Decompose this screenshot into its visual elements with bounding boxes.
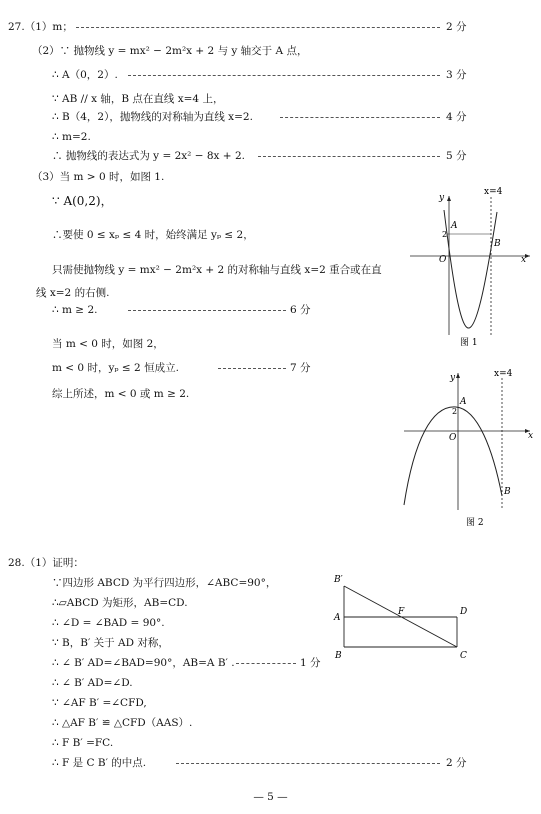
fig1-caption: 图 1	[460, 338, 478, 348]
fig1-point-B: B	[494, 239, 501, 249]
q27-part1: 27.（1）m；	[8, 21, 73, 33]
q28-line3: ∴▱ABCD 为矩形，AB=CD.	[52, 597, 188, 609]
fig28-point-B: B	[335, 651, 342, 661]
score-mark: 7 分	[290, 362, 311, 374]
fig1-origin: O	[439, 255, 447, 265]
score-mark: 2 分	[446, 21, 467, 33]
fig1-x-label: x	[521, 255, 527, 265]
score-mark: 1 分	[300, 657, 321, 669]
q28-line10: ∴ F B′ =FC.	[52, 737, 114, 749]
fig28-point-A: A	[334, 613, 341, 623]
fig28-point-F: F	[398, 607, 405, 617]
fig2-point-A: A	[460, 397, 467, 407]
fig1-y-label: y	[439, 193, 445, 203]
fig2-caption: 图 2	[466, 518, 484, 528]
q28-line6: ∴ ∠ B′ AD=∠BAD=90°，AB=A B′ .	[52, 657, 235, 669]
q27-p2-line5: ∴ m=2.	[52, 131, 91, 143]
score-mark: 3 分	[446, 69, 467, 81]
q27-p3-line1: （3）当 m > 0 时，如图 1.	[32, 171, 165, 183]
q27-p2-line6: ∴ 抛物线的表达式为 y = 2x² − 8x + 2.	[52, 150, 245, 162]
q28-header: 28.（1）证明：	[8, 557, 84, 569]
q27-p2-line3: ∵ AB // x 轴，B 点在直线 x=4 上，	[52, 93, 224, 105]
q27-p2-line4: ∴ B（4，2），抛物线的对称轴为直线 x=2.	[52, 111, 253, 123]
q28-line5: ∵ B，B′ 关于 AD 对称，	[52, 637, 169, 649]
fig28-point-Bp: B′	[334, 575, 343, 585]
fig1-tick-2: 2	[442, 230, 448, 239]
score-mark: 5 分	[446, 150, 467, 162]
q27-p3-line3: ∴要使 0 ≤ xₚ ≤ 4 时，始终满足 yₚ ≤ 2，	[52, 229, 254, 241]
q27-p3-line6: ∴ m ≥ 2.	[52, 304, 98, 316]
q28-line4: ∴ ∠D = ∠BAD = 90°.	[52, 617, 165, 629]
fig2-tick-2: 2	[452, 407, 458, 416]
q27-p2-line1: （2）∵ 抛物线 y = mx² − 2m²x + 2 与 y 轴交于 A 点，	[32, 45, 308, 57]
q28-line11: ∴ F 是 C B′ 的中点.	[52, 757, 147, 769]
score-mark: 4 分	[446, 111, 467, 123]
q27-p3-line8: m < 0 时，yₚ ≤ 2 恒成立.	[52, 362, 179, 374]
q28-line2: ∵四边形 ABCD 为平行四边形，∠ABC=90°，	[52, 577, 277, 589]
fig28-point-D: D	[460, 607, 468, 617]
fig2-line-label: x=4	[494, 369, 513, 379]
q28-line9: ∴ △AF B′ ≌ △CFD（AAS）.	[52, 717, 193, 729]
fig1-line-label: x=4	[484, 187, 503, 197]
fig2-x-label: x	[528, 431, 534, 441]
q27-p3-line9: 综上所述，m < 0 或 m ≥ 2.	[52, 388, 190, 400]
q27-p2-line2: ∴ A（0，2）.	[52, 69, 118, 81]
q28-line8: ∵ ∠AF B′ =∠CFD,	[52, 697, 147, 709]
q27-p3-line2: ∵ A(0,2)，	[52, 194, 113, 208]
fig2-y-label: y	[450, 373, 456, 383]
score-mark: 2 分	[446, 757, 467, 769]
fig2-point-B: B	[504, 487, 511, 497]
score-mark: 6 分	[290, 304, 311, 316]
fig2-origin: O	[449, 433, 457, 443]
q28-line7: ∴ ∠ B′ AD=∠D.	[52, 677, 133, 689]
fig1-point-A: A	[451, 221, 458, 231]
fig28-point-C: C	[460, 651, 467, 661]
q27-p3-line5: 线 x=2 的右侧.	[36, 287, 110, 299]
page-number: — 5 —	[253, 791, 288, 803]
q27-p3-line7: 当 m < 0 时，如图 2，	[52, 338, 164, 350]
q27-p3-line4: 只需使抛物线 y = mx² − 2m²x + 2 的对称轴与直线 x=2 重合或在直	[52, 264, 382, 276]
